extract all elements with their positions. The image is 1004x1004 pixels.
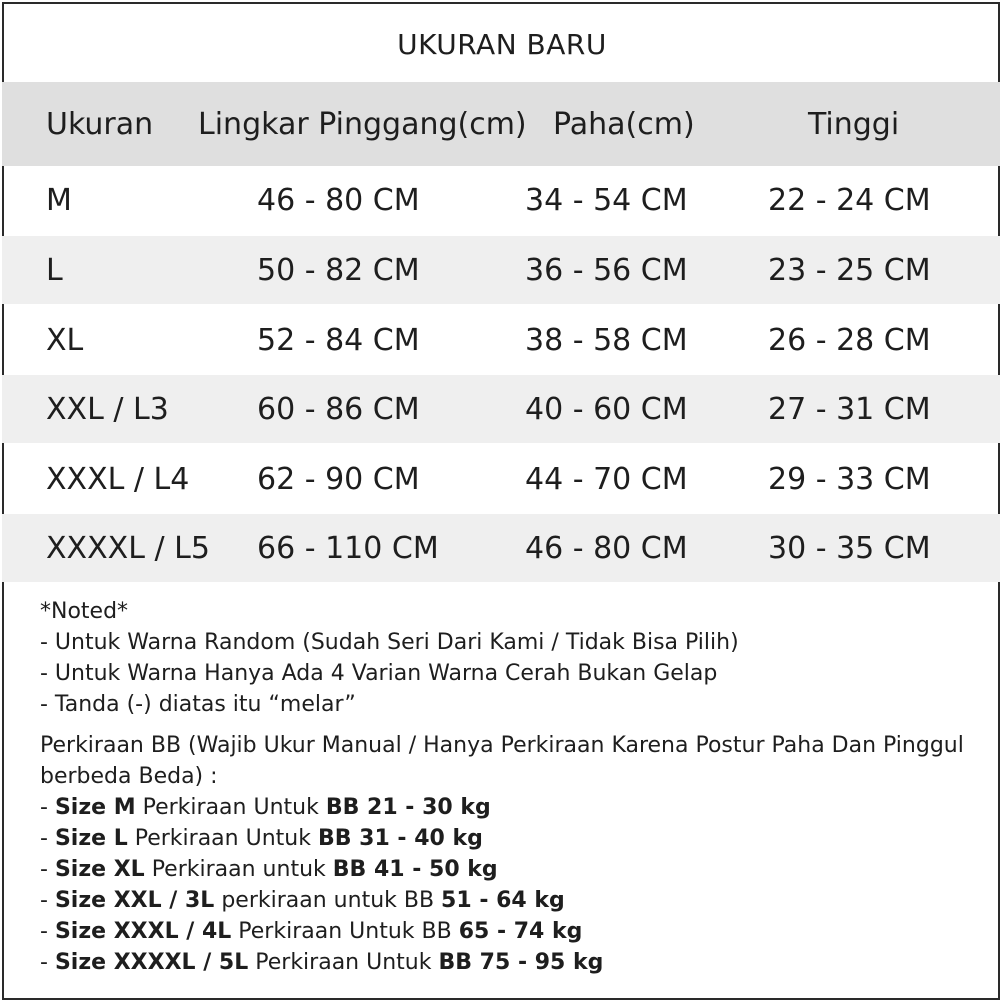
estimate-item (40, 792, 980, 823)
size-label: Size XXXXL / 5L (54, 950, 249, 975)
notes-section (40, 596, 980, 978)
waist-cell: 50 - 82 CM (257, 252, 420, 288)
size-label: Size L (54, 826, 128, 851)
size-cell: XL (46, 322, 84, 358)
thigh-cell: 40 - 60 CM (525, 391, 688, 427)
table-row (2, 166, 1000, 234)
waist-cell: 62 - 90 CM (257, 461, 420, 497)
size-cell: XXXXL / L5 (46, 530, 210, 566)
size-cell: XXL / L3 (46, 391, 169, 427)
bullet-dash: - (40, 919, 55, 944)
header-waist: Lingkar Pinggang(cm) (198, 106, 527, 142)
chart-title: UKURAN BARU (397, 28, 607, 61)
table-header (2, 82, 1000, 166)
header-height: Tinggi (808, 106, 900, 142)
height-cell: 29 - 33 CM (768, 461, 931, 497)
header-thigh: Paha(cm) (553, 106, 695, 142)
estimate-item (40, 916, 980, 947)
waist-cell: 52 - 84 CM (257, 322, 420, 358)
table-row (2, 514, 1000, 582)
waist-cell: 46 - 80 CM (257, 182, 420, 218)
bullet-dash: - (40, 826, 55, 851)
height-cell: 27 - 31 CM (768, 391, 931, 427)
table-row (2, 375, 1000, 443)
thigh-cell: 46 - 80 CM (525, 530, 688, 566)
size-label: Size M (54, 795, 136, 820)
waist-cell: 60 - 86 CM (257, 391, 420, 427)
estimate-item (40, 823, 980, 854)
noted-line: - Untuk Warna Random (Sudah Seri Dari Kami / Tidak Bisa Pilih) (40, 630, 739, 655)
estimate-text: Perkiraan Untuk (135, 795, 326, 820)
estimate-intro: Perkiraan BB (Wajib Ukur Manual / Hanya Perkiraan Karena Postur Paha Dan Pinggul (40, 733, 964, 758)
size-label: Size XXXL / 4L (54, 919, 232, 944)
bullet-dash: - (40, 888, 55, 913)
size-cell: XXXL / L4 (46, 461, 190, 497)
thigh-cell: 34 - 54 CM (525, 182, 688, 218)
thigh-cell: 38 - 58 CM (525, 322, 688, 358)
weight-range: BB 31 - 40 kg (317, 826, 483, 851)
estimate-text: Perkiraan Untuk (248, 950, 439, 975)
estimate-text: Perkiraan untuk (144, 857, 333, 882)
noted-line: - Untuk Warna Hanya Ada 4 Varian Warna Cerah Bukan Gelap (40, 661, 718, 686)
size-cell: L (46, 252, 63, 288)
waist-cell: 66 - 110 CM (257, 530, 439, 566)
table-row (2, 236, 1000, 304)
size-cell: M (46, 182, 72, 218)
thigh-cell: 36 - 56 CM (525, 252, 688, 288)
weight-range: 65 - 74 kg (458, 919, 583, 944)
height-cell: 22 - 24 CM (768, 182, 931, 218)
height-cell: 23 - 25 CM (768, 252, 931, 288)
noted-heading: *Noted* (40, 599, 129, 624)
table-row (2, 306, 1000, 374)
estimate-text: perkiraan untuk BB (214, 888, 442, 913)
estimate-item (40, 947, 980, 978)
noted-line: - Tanda (-) diatas itu “melar” (40, 692, 356, 717)
estimate-text: Perkiraan Untuk (127, 826, 318, 851)
height-cell: 30 - 35 CM (768, 530, 931, 566)
estimate-item (40, 854, 980, 885)
thigh-cell: 44 - 70 CM (525, 461, 688, 497)
bullet-dash: - (40, 857, 55, 882)
table-row (2, 445, 1000, 513)
estimate-intro: berbeda Beda) : (40, 764, 218, 789)
weight-range: BB 75 - 95 kg (438, 950, 604, 975)
size-label: Size XL (54, 857, 145, 882)
weight-range: BB 21 - 30 kg (325, 795, 491, 820)
size-label: Size XXL / 3L (54, 888, 215, 913)
bullet-dash: - (40, 950, 55, 975)
estimate-text: Perkiraan Untuk BB (231, 919, 459, 944)
estimate-item (40, 885, 980, 916)
height-cell: 26 - 28 CM (768, 322, 931, 358)
bullet-dash: - (40, 795, 55, 820)
header-size: Ukuran (46, 106, 154, 142)
weight-range: BB 41 - 50 kg (332, 857, 498, 882)
weight-range: 51 - 64 kg (441, 888, 565, 913)
